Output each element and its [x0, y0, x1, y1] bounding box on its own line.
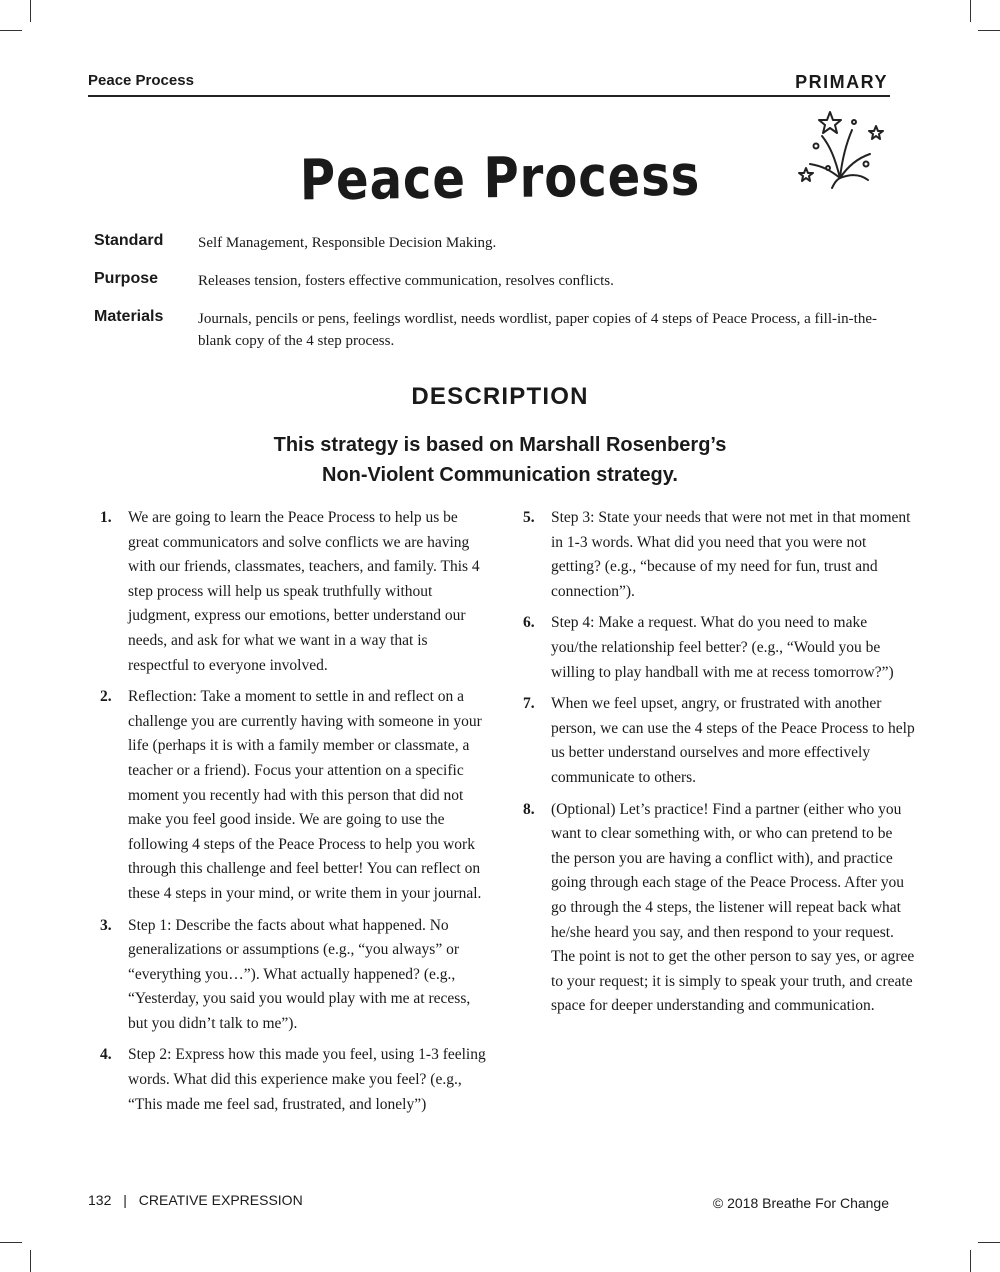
step-text: We are going to learn the Peace Process to help us be great communicators and solve conflicts we are having with our friends, classmates, teachers, and family. This 4 step process will help us speak truthfully without judgment, express our emotions, better understand our needs, and ask for what we want in a way that is respectful to everyone involved.	[128, 509, 480, 674]
step-number: 5.	[523, 509, 535, 526]
list-item	[523, 692, 915, 790]
step-text: Step 1: Describe the facts about what happened. No generalizations or assumptions (e.g., “you always” or “everything you…”). What actually happened? (e.g., “Yesterday, you said you would play with me at recess, but you didn’t talk to me”).	[128, 916, 471, 1032]
level-label: PRIMARY	[795, 72, 888, 92]
step-number: 2.	[100, 688, 112, 706]
crop-mark	[970, 1250, 971, 1272]
page-number: 132	[88, 1192, 112, 1208]
crop-mark	[30, 0, 31, 22]
page-title: Peace Process	[299, 143, 701, 214]
list-item	[100, 914, 492, 1037]
list-item	[100, 506, 492, 678]
step-text: Reflection: Take a moment to settle in and reflect on a challenge you are currently having with someone in your life (perhaps it is with a family member or classmate, a teacher or a friend). Focus your attention on a specific moment you recently had with this person that did not make you feel good inside. We are going to use the following 4 steps of the Peace Process to help you work through this challenge and feel better! You can reflect on these 4 steps in your mind, or write them in your journal.	[128, 688, 482, 902]
header-divider	[88, 95, 890, 97]
list-item	[523, 611, 915, 685]
crop-mark	[0, 30, 22, 31]
description-subtitle-line: Non-Violent Communication strategy.	[322, 464, 678, 486]
description-heading: DESCRIPTION	[411, 383, 589, 410]
steps-column-right	[523, 506, 915, 1026]
meta-label: Standard	[94, 232, 164, 249]
step-number: 7.	[523, 695, 535, 713]
meta-value: Self Management, Responsible Decision Making.	[198, 235, 497, 251]
footer-page-info	[88, 1192, 303, 1208]
description-subtitle-line: This strategy is based on Marshall Rosenberg’s	[273, 434, 727, 456]
step-text: (Optional) Let’s practice! Find a partner (either who you want to clear something with, or who can pretend to be the person you are having a conflict with), and practice going through each stage of the Peace Process. After you go through the 4 steps, the listener will repeat back what he/she heard you say, and then respond to your request. The point is not to get the other person to say yes, or agree to your request; it is simply to speak your truth, and create space for deeper understanding and communication.	[551, 800, 915, 1015]
step-text: Step 2: Express how this made you feel, using 1-3 feeling words. What did this experience make you feel? (e.g., “This made me feel sad, frustrated, and lonely”)	[128, 1046, 486, 1113]
step-text: Step 3: State your needs that were not met in that moment in 1-3 words. What did you need that you were not getting? (e.g., “because of my need for fun, trust and connection”).	[551, 509, 911, 600]
crop-mark	[970, 0, 971, 22]
chapter-name: CREATIVE EXPRESSION	[138, 1192, 303, 1208]
crop-mark	[978, 1242, 1000, 1243]
footer-separator: |	[123, 1192, 127, 1208]
step-text: When we feel upset, angry, or frustrated with another person, we can use the 4 steps of the Peace Process to help us better understand ourselves and more effectively communicate to others.	[551, 695, 915, 786]
step-number: 4.	[100, 1046, 112, 1064]
step-text: Step 4: Make a request. What do you need to make you/the relationship feel better? (e.g., “Would you be willing to play handball with me at recess tomorrow?”)	[551, 614, 894, 681]
crop-mark	[0, 1242, 22, 1243]
section-header: Peace Process	[88, 72, 194, 89]
step-number: 1.	[100, 509, 112, 526]
copyright: © 2018 Breathe For Change	[712, 1195, 889, 1211]
meta-label: Materials	[94, 308, 164, 325]
list-item	[523, 798, 915, 1019]
meta-value: Releases tension, fosters effective communication, resolves conflicts.	[198, 273, 614, 289]
meta-label: Purpose	[94, 270, 159, 287]
list-item	[100, 685, 492, 906]
list-item	[100, 1043, 492, 1117]
steps-column-left	[100, 506, 492, 1124]
list-item	[523, 506, 915, 604]
crop-mark	[978, 30, 1000, 31]
step-number: 3.	[100, 916, 112, 934]
crop-mark	[30, 1250, 31, 1272]
step-number: 6.	[523, 614, 535, 632]
step-number: 8.	[523, 800, 535, 818]
description-subtitle	[0, 430, 1000, 490]
meta-value: Journals, pencils or pens, feelings wordlist, needs wordlist, paper copies of 4 steps of Peace Process, a fill-in-the-blank copy of the 4 step process.	[198, 311, 877, 349]
